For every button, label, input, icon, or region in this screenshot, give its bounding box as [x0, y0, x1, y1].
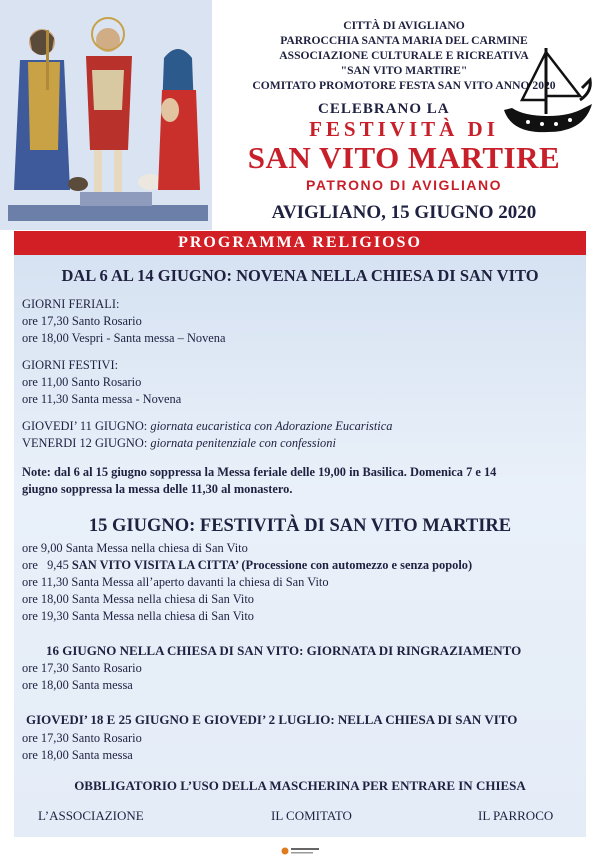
saints-statues-image [0, 0, 212, 230]
schedule-line: ore 18,00 Vespri - Santa messa – Novena [22, 331, 226, 345]
signature-associazione: L’ASSOCIAZIONE [38, 808, 144, 823]
event-date: AVIGLIANO, 15 GIUGNO 2020 [271, 202, 537, 223]
header-line: COMITATO PROMOTORE FESTA SAN VITO ANNO 2020 [252, 79, 556, 92]
feriali-heading: GIORNI FERIALI: [22, 297, 120, 311]
schedule-line: ore 17,30 Santo Rosario [22, 661, 142, 675]
note-line: giugno soppressa la messa delle 11,30 al monastero. [22, 482, 293, 496]
festivi-heading: GIORNI FESTIVI: [22, 358, 119, 372]
celebrano-label: CELEBRANO LA [318, 101, 450, 117]
mask-notice: OBBLIGATORIO L’USO DELLA MASCHERINA PER ENTRARE IN CHIESA [74, 778, 526, 793]
schedule-line: ore 19,30 Santa Messa nella chiesa di San Vito [22, 609, 254, 623]
event-title: SAN VITO MARTIRE [247, 140, 561, 175]
header-line: CITTÀ DI AVIGLIANO [343, 19, 465, 32]
festa-title: 15 GIUGNO: FESTIVITÀ DI SAN VITO MARTIRE [88, 516, 512, 536]
ringraziamento-title: 16 GIUGNO NELLA CHIESA DI SAN VITO: GIORNATA DI RINGRAZIAMENTO [46, 643, 522, 658]
signature-parroco: IL PARROCO [478, 808, 554, 823]
procession-text: SAN VITO VISITA LA CITTA’ (Processione con automezzo e senza popolo) [71, 558, 473, 572]
header-line: "SAN VITO MARTIRE" [340, 64, 468, 77]
schedule-line: ore 18,00 Santa messa [22, 748, 133, 762]
venerdi-text: giornata penitenziale con confessioni [150, 436, 336, 450]
giovedi-text: giornata eucaristica con Adorazione Eucaristica [150, 419, 393, 433]
header-line: PARROCCHIA SANTA MARIA DEL CARMINE [280, 34, 528, 47]
schedule-line: ore 18,00 Santa messa [22, 678, 133, 692]
venerdi-line [22, 436, 336, 451]
giovedi-line [22, 419, 392, 434]
giovedi-label: GIOVEDI’ 11 GIUGNO: [22, 419, 148, 433]
program-banner: PROGRAMMA RELIGIOSO [14, 231, 586, 255]
schedule-line: ore 11,00 Santo Rosario [22, 375, 142, 389]
novena-title: DAL 6 AL 14 GIUGNO: NOVENA NELLA CHIESA DI SAN VITO [61, 266, 539, 285]
schedule-line: ore 11,30 Santa messa - Novena [22, 392, 182, 406]
signature-comitato: IL COMITATO [271, 808, 352, 823]
header-line: ASSOCIAZIONE CULTURALE E RICREATIVA [279, 49, 529, 62]
schedule-line: ore 9,00 Santa Messa nella chiesa di San Vito [22, 541, 248, 555]
festivita-label: FESTIVITÀ DI [309, 117, 499, 141]
patrono-subtitle: PATRONO DI AVIGLIANO [306, 177, 502, 193]
procession-time: ore 9,45 [22, 558, 72, 572]
giovedi-title: GIOVEDI’ 18 E 25 GIUGNO E GIOVEDI’ 2 LUGLIO: NELLA CHIESA DI SAN VITO [26, 712, 518, 727]
procession-line [22, 558, 472, 573]
printer-logo [281, 843, 321, 853]
venerdi-label: VENERDI 12 GIUGNO: [22, 436, 148, 450]
note-line: Note: dal 6 al 15 giugno soppressa la Messa feriale delle 19,00 in Basilica. Domenica 7 e 14 [22, 465, 497, 479]
schedule-line: ore 11,30 Santa Messa all’aperto davanti la chiesa di San Vito [22, 575, 329, 589]
schedule-line: ore 18,00 Santa Messa nella chiesa di San Vito [22, 592, 254, 606]
schedule-line: ore 17,30 Santo Rosario [22, 314, 142, 328]
schedule-line: ore 17,30 Santo Rosario [22, 731, 142, 745]
